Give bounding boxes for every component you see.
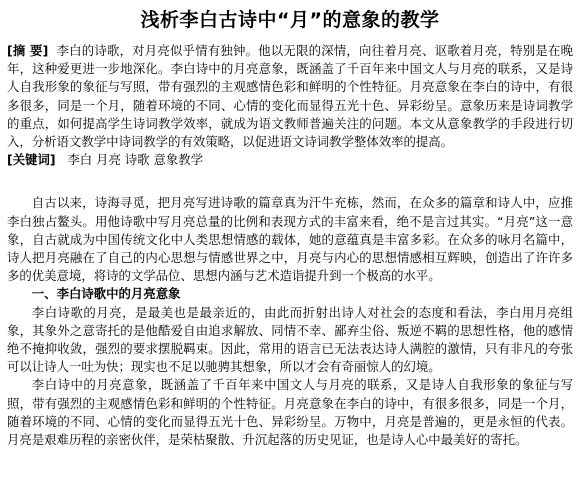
abstract-label: [摘 要] — [7, 43, 49, 58]
section-paragraph: 李白诗中的月亮意象，既涵盖了千百年来中国文人与月亮的联系，又是诗人自我形象的象征与写照，带有强烈的主观感情色彩和鲜明的个性特征。月亮意象在李白的诗中，有很多很多，同是一个月，随着环境的不同、心情的变化而显得五光十色、异彩纷呈。万物中，月亮是普遍的，更是永恒的代表。月亮是艰难历程的亲密伙伴，是荣枯聚散、升沉起落的历史见证，也是诗人心中最美好的寄托。 — [7, 377, 573, 448]
section-paragraph: 李白诗歌的月亮，是最美也是最亲近的，由此而折射出诗人对社会的态度和看法，李白用月亮组象，其象外之意寄托的是他酷爱自由追求解放、同情不幸、鄙弃尘俗、叛逆不羁的思想性格，他的感情绝不掩抑收敛，强烈的要求摆脱羁束。因此，常用的语言已无法表达诗人满腔的激情，只有非凡的夸张可以让诗人一吐为快；现实也不足以驰骋其想象，所以才会有奇丽惊人的幻境。 — [7, 304, 573, 375]
article-title: 浅析李白古诗中“月”的意象的教学 — [140, 9, 440, 31]
abstract — [7, 42, 573, 151]
intro-paragraph: 自古以来，诗海寻觅，把月亮写进诗歌的篇章真为汗牛充栋，然而，在众多的篇章和诗人中，应推李白独占鳌头。用他诗歌中写月亮总量的比例和表现方式的丰富来看，绝不是言过其实。“月亮”这一意象，自古就成为中国传统文化中人类思想情感的载体，她的意蕴真是丰富多彩。在众多的咏月名篇中，诗人把月亮融在了自己的内心思想与情感世界之中，月亮与内心的思想情感相互辉映，创造出了许许多多的优美意境，将诗的文学品位、思想内涵与艺术造诣提升到一个极高的水平。 — [7, 195, 573, 284]
article-body — [7, 194, 573, 449]
keywords-text: 李白 月亮 诗歌 意象教学 — [67, 152, 204, 168]
keywords — [7, 151, 573, 169]
abstract-text: 李白的诗歌，对月亮似乎情有独钟。他以无限的深情，向往着月亮、讴歌着月亮，特别是在晚年，这种爱更进一步地深化。李白诗中的月亮意象，既涵盖了千百年来中国文人与月亮的联系，又是诗人自我形象的象征与写照，带有强烈的主观感情色彩和鲜明的个性特征。月亮意象在李白的诗中，有很多很多，同是一个月，随着环境的不同、心情的变化而显得五光十色、异彩纷呈。意象历来是诗词教学的重点，如何提高学生诗词教学效率，就成为语文教师普遍关注的问题。本文从意象教学的手段进行切入，分析语文教学中诗词教学的有效策略，以促进语文诗词教学整体效率的提高。 — [7, 43, 574, 150]
keywords-label: [关键词] — [7, 152, 56, 168]
section-heading: 一、李白诗歌中的月亮意象 — [31, 286, 181, 302]
